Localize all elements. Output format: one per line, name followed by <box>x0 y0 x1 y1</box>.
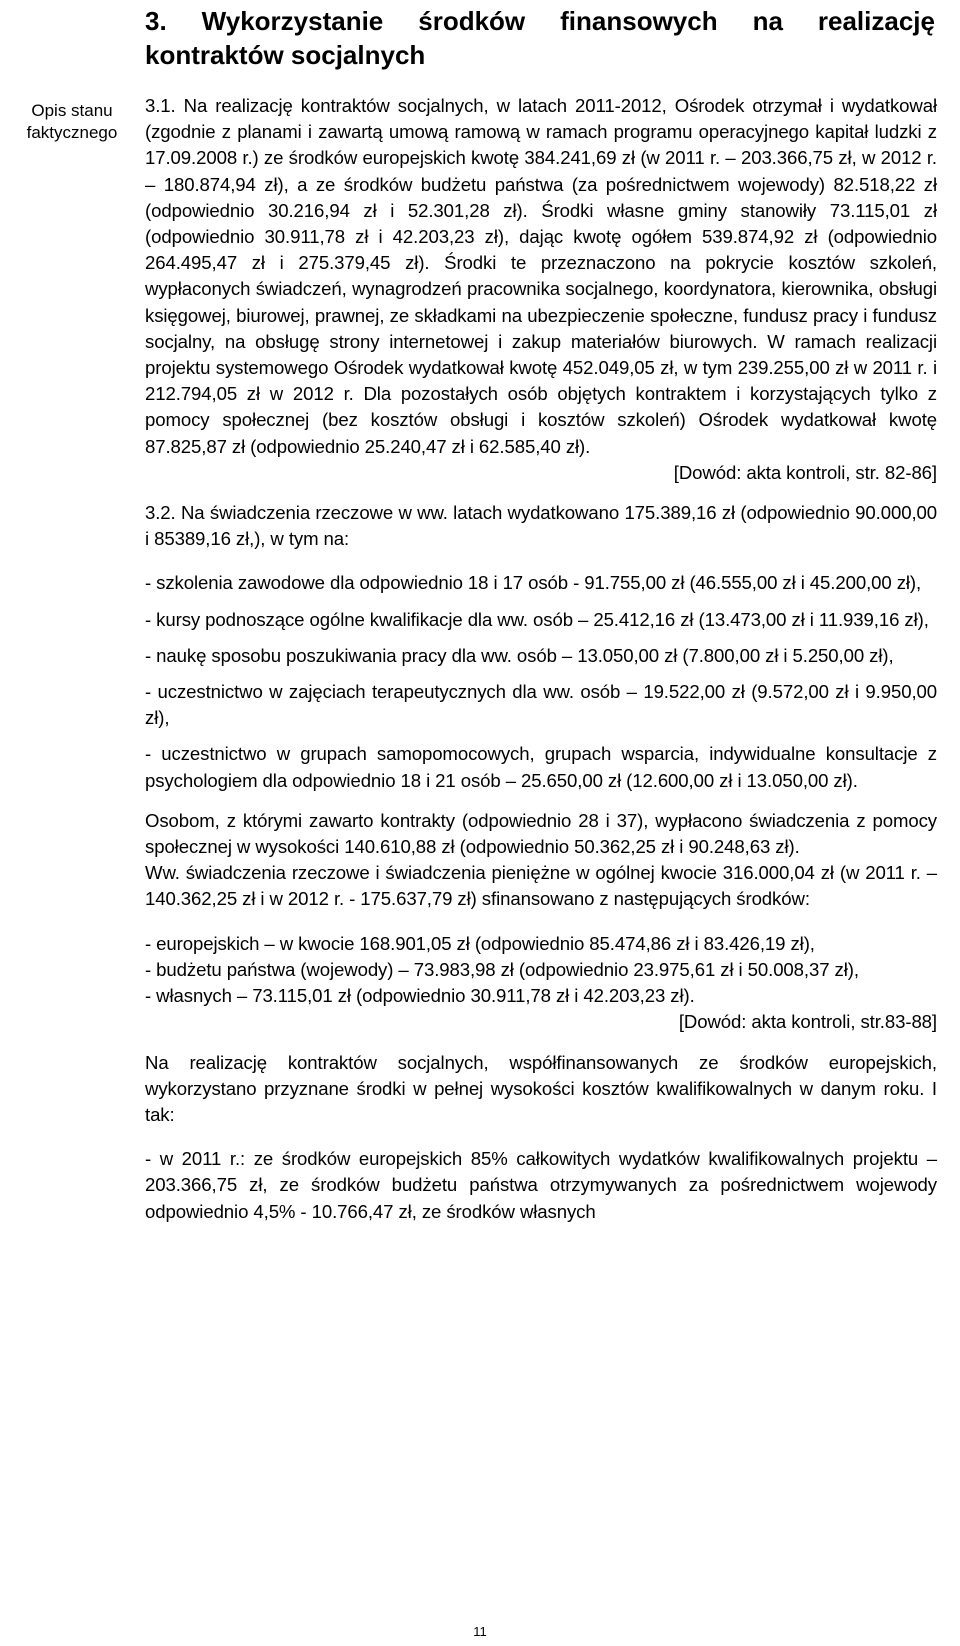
list-item: - naukę sposobu poszukiwania pracy dla ww. osób – 13.050,00 zł (7.800,00 zł i 5.250,00 zł), <box>145 644 894 666</box>
page-number: 11 <box>473 1624 487 1639</box>
paragraph-beneficiaries: Osobom, z którymi zawarto kontrakty (odpowiednio 28 i 37), wypłacono świadczenia z pomocy społecznej w wysokości 140.610,88 zł (odpowiednio 50.362,25 zł i 90.248,63 zł). <box>145 809 937 858</box>
list-item: - europejskich – w kwocie 168.901,05 zł (odpowiednio 85.474,86 zł i 83.426,19 zł), <box>145 932 815 954</box>
paragraph-3-1: 3.1. Na realizację kontraktów socjalnych, w latach 2011-2012, Ośrodek otrzymał i wydatkował (zgodnie z planami i zawartą umową ramową w ramach programu operacyjnego kapitał ludzki z 17.09.2008 r.) ze środków europejskich kwotę 384.241,69 zł (w 2011 r. – 203.366,75 zł, w 2012 r. – 180.874,94 zł), a ze środków budżetu państwa (za pośrednictwem wojewody) 82.518,22 zł (odpowiednio 30.216,94 zł i 52.301,28 zł). Środki własne gminy stanowiły 73.115,01 zł (odpowiednio 30.911,78 zł i 42.203,23 zł), dając kwotę ogółem 539.874,92 zł (odpowiednio 264.495,47 zł i 275.379,45 zł). Środki te przeznaczono na pokrycie kosztów szkoleń, wypłaconych świadczeń, wynagrodzeń pracownika socjalnego, koordynatora, kierownika, obsługi księgowej, biurowej, prawnej, ze składkami na ubezpieczenie społeczne, fundusz pracy i fundusz socjalny, na obsługę strony internetowej i zakup materiałów biurowych. W ramach realizacji projektu systemowego Ośrodek wydatkował kwotę 452.049,05 zł, w tym 239.255,00 zł w 2011 r. i 212.794,05 zł w 2012 r. Dla pozostałych osób objętych kontraktem i korzystających tylko z pomocy społecznej (bez kosztów obsługi i kosztów szkoleń) Ośrodek wydatkował kwotę 87.825,87 zł (odpowiednio 25.240,47 zł i 62.585,40 zł). <box>145 95 937 457</box>
list-item: - kursy podnoszące ogólne kwalifikacje dla ww. osób – 25.412,16 zł (13.473,00 zł i 11.939,16 zł), <box>145 608 929 630</box>
paragraph-3-2: 3.2. Na świadczenia rzeczowe w ww. latach wydatkowano 175.389,16 zł (odpowiednio 90.000,00 i 85389,16 zł,), w tym na: <box>145 502 937 550</box>
list-item: - własnych – 73.115,01 zł (odpowiednio 30.911,78 zł i 42.203,23 zł). <box>145 985 695 1007</box>
list-item: - szkolenia zawodowe dla odpowiednio 18 i 17 osób - 91.755,00 zł (46.555,00 zł i 45.200,00 zł), <box>145 572 922 594</box>
section-heading: 3. Wykorzystanie środków finansowych na realizację kontraktów socjalnych <box>145 6 935 70</box>
list-item: - uczestnictwo w grupach samopomocowych, grupach wsparcia, indywidualne konsultacje z psychologiem dla odpowiednio 18 i 21 osób – 25.650,00 zł (12.600,00 zł i 13.050,00 zł). <box>145 743 937 791</box>
document-body <box>145 93 937 1225</box>
paragraph-financing: Ww. świadczenia rzeczowe i świadczenia pieniężne w ogólnej kwocie 316.000,04 zł (w 2011 r. – 140.362,25 zł i w 2012 r. - 175.637,79 zł) sfinansowano z następujących środków: <box>145 862 937 910</box>
list-item: - w 2011 r.: ze środków europejskich 85% całkowitych wydatków kwalifikowalnych projektu – 203.366,75 zł, ze środków budżetu państwa otrzymywanych za pośrednictwem wojewody odpowiednio 4,5% - 10.766,47 zł, ze środków własnych <box>145 1148 937 1222</box>
list-item: - uczestnictwo w zajęciach terapeutycznych dla ww. osób – 19.522,00 zł (9.572,00 zł i 9.950,00 zł), <box>145 681 937 729</box>
sidebar-label-opis-stanu: Opis stanu faktycznego <box>26 101 118 142</box>
evidence-reference: [Dowód: akta kontroli, str.83-88] <box>678 1011 937 1033</box>
list-item: - budżetu państwa (wojewody) – 73.983,98 zł (odpowiednio 23.975,61 zł i 50.008,37 zł), <box>145 958 859 980</box>
paragraph-eu-funds: Na realizację kontraktów socjalnych, współfinansowanych ze środków europejskich, wykorzystano przyznane środki w pełnej wysokości kosztów kwalifikowalnych w danym roku. I tak: <box>145 1051 937 1125</box>
evidence-reference: [Dowód: akta kontroli, str. 82-86] <box>673 461 937 483</box>
